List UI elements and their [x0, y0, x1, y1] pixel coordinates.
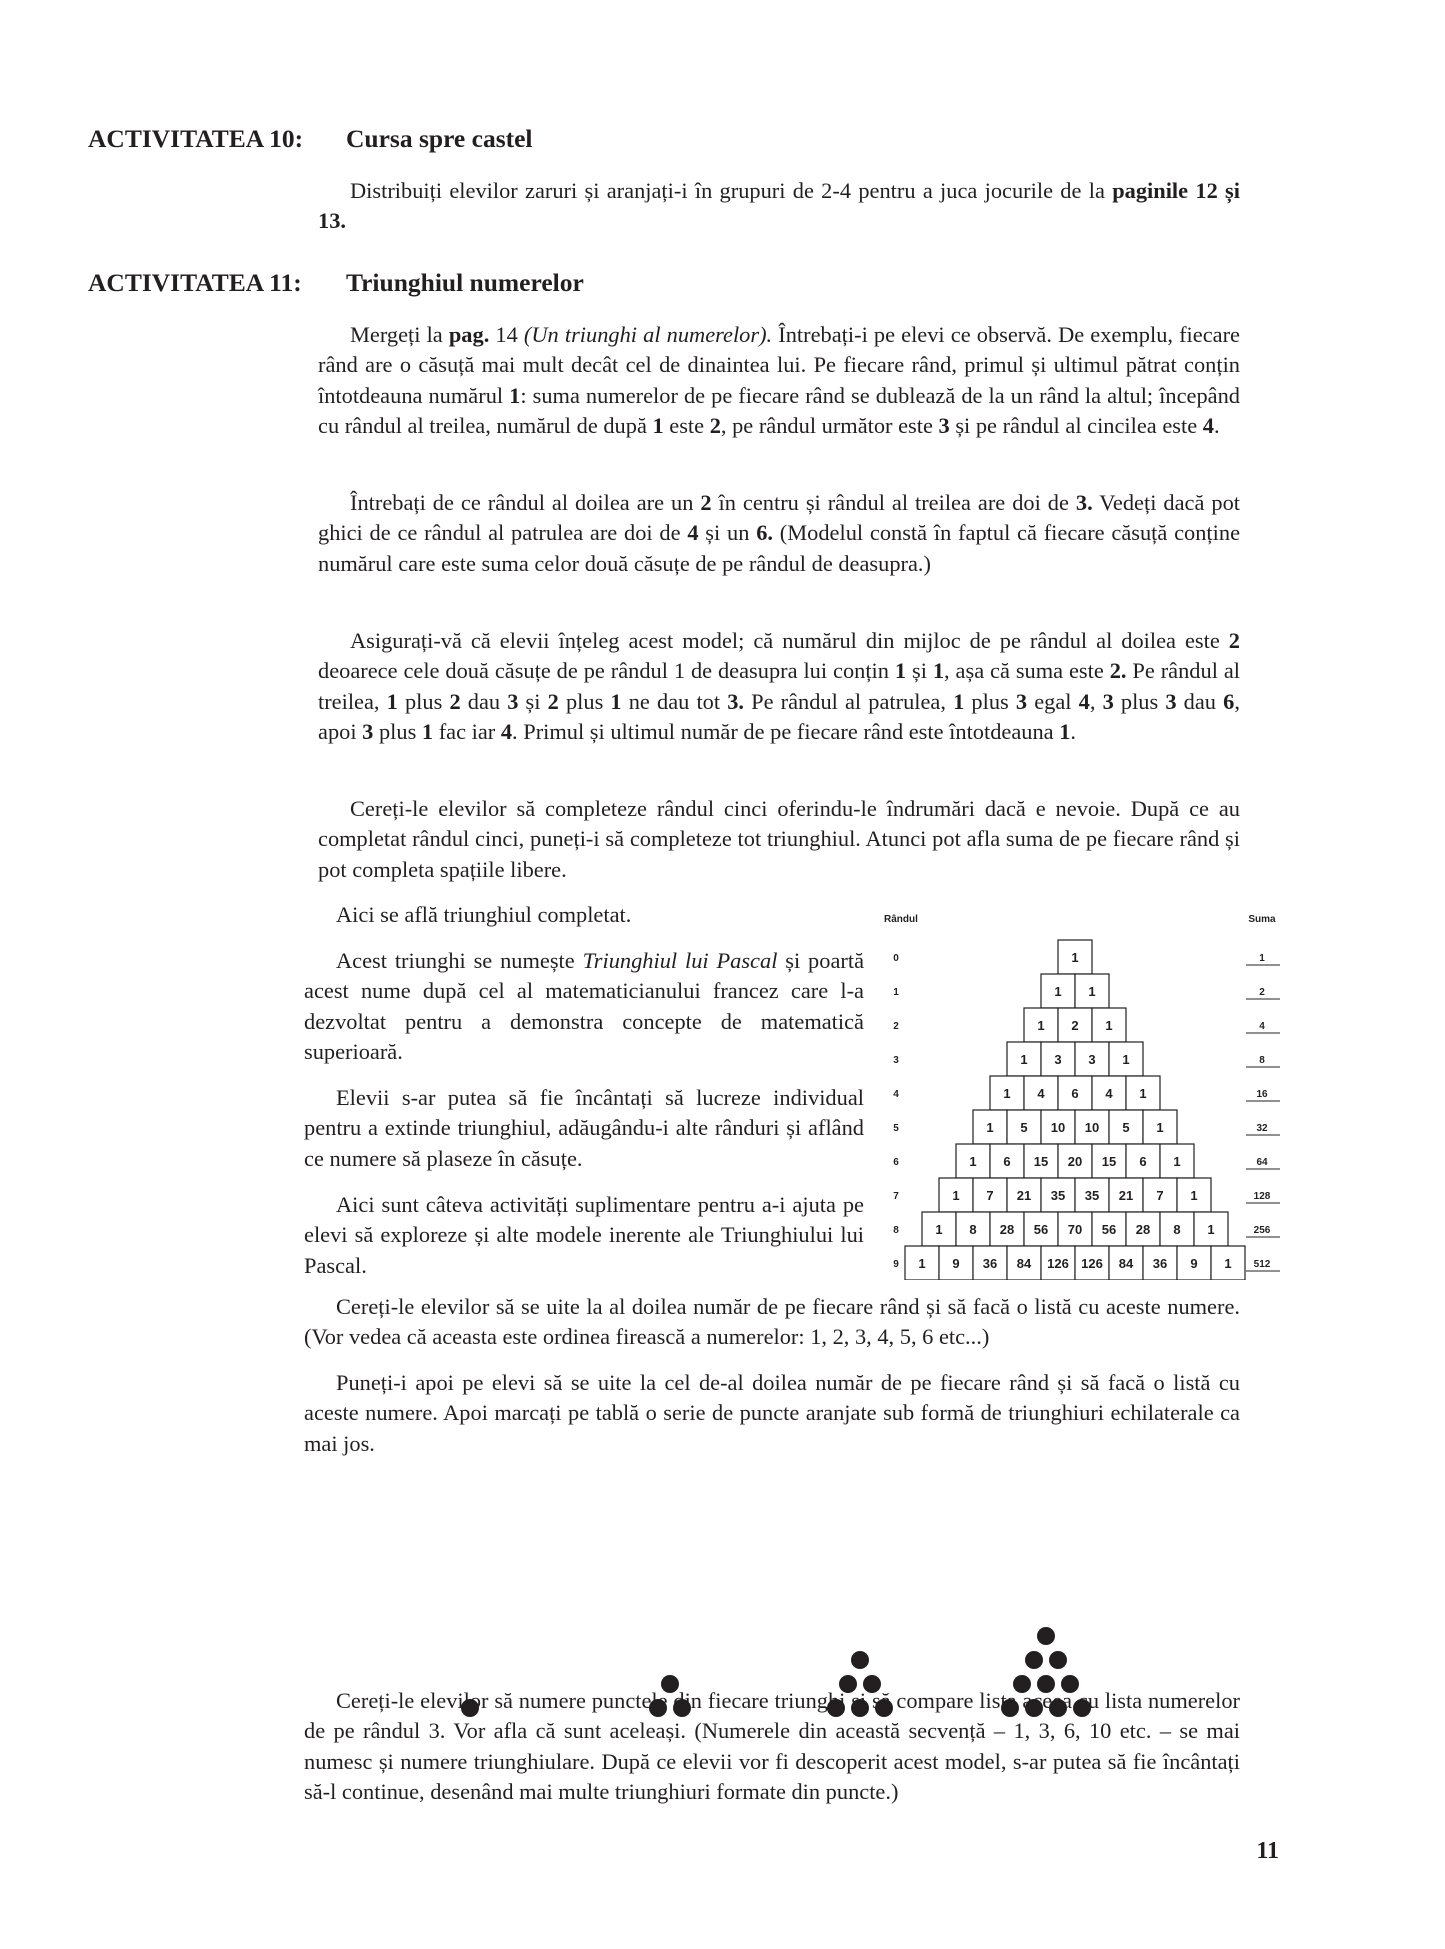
- row-sum: 128: [1253, 1191, 1271, 1202]
- row-label: 9: [893, 1259, 899, 1270]
- paragraph-second-number: Cereți-le elevilor să se uite la al doilea număr de pe fiecare rând și să facă o listă cu aceste numere. (Vor vedea că aceasta este ordinea firească a numerelor: 1, 2, 3, 4, 5, 6 etc...): [304, 1294, 1240, 1350]
- row-label: 6: [893, 1157, 899, 1168]
- pascal-cell-value: 84: [1016, 1256, 1032, 1271]
- pascal-cell-value: 56: [1101, 1222, 1117, 1237]
- paragraph-model: Asigurați-vă că elevii înțeleg acest model; că numărul din mijloc de pe rândul al doilea este 2 deoarece cele două căsuțe de pe rândul 1 de deasupra lui conțin 1 și 1, așa că suma este 2. Pe rândul al treilea, 1 plus 2 dau 3 și 2 plus 1 ne dau tot 3. Pe rândul al patrulea, 1 plus 3 egal 4, 3 plus 3 dau 6, apoi 3 plus 1 fac iar 4. Primul și ultimul număr de pe fiecare rând este întotdeauna 1.: [318, 628, 1240, 745]
- row-sum: 512: [1253, 1259, 1271, 1270]
- pascal-cell-value: 8: [1173, 1222, 1181, 1237]
- row-label: 7: [893, 1191, 899, 1202]
- pascal-cell-value: 1: [969, 1154, 977, 1169]
- pascal-cell-value: 56: [1033, 1222, 1049, 1237]
- pascal-cell-value: 9: [1190, 1256, 1198, 1271]
- pascal-cell-value: 1: [1003, 1086, 1011, 1101]
- pascal-cell-value: 3: [1088, 1052, 1096, 1067]
- paragraph-pascal-name: Acest triunghi se numește Triunghiul lui Pascal și poartă acest nume după cel al matematicianului francez care l-a dezvoltat pentru a demonstra concepte de matematică superioară.: [304, 948, 865, 1065]
- row-sum: 4: [1259, 1021, 1265, 1032]
- pascal-cell-value: 70: [1067, 1222, 1083, 1237]
- pascal-cell-value: 1: [1122, 1052, 1130, 1067]
- paragraph-question: Întrebați de ce rândul al doilea are un 2 în centru și rândul al treilea are doi de 3. Vedeți dacă pot ghici de ce rândul al patrulea are doi de 4 și un 6. (Modelul constă în faptul că fiecare căsuță conține numărul care este suma celor două căsuțe de pe rândul de deasupra.): [318, 490, 1241, 576]
- rows-header: Rândul: [884, 914, 918, 925]
- row-label: 5: [893, 1123, 899, 1134]
- pascal-cell-value: 84: [1118, 1256, 1134, 1271]
- pascal-cell-value: 2: [1071, 1018, 1079, 1033]
- pascal-cell-value: 1: [1105, 1018, 1113, 1033]
- dot: [1049, 1651, 1067, 1669]
- pascal-cell-value: 1: [1054, 984, 1062, 999]
- pascal-cell-value: 5: [1020, 1120, 1028, 1135]
- pascal-cell-value: 8: [969, 1222, 977, 1237]
- pascal-cell-value: 6: [1003, 1154, 1011, 1169]
- row-label: 8: [893, 1225, 899, 1236]
- pascal-cell-value: 5: [1122, 1120, 1130, 1135]
- row-sum: 2: [1259, 987, 1265, 998]
- pascal-triangle-figure: [872, 904, 1292, 1280]
- pascal-cell-value: 10: [1050, 1120, 1066, 1135]
- row-sum: 256: [1253, 1225, 1271, 1236]
- pascal-cell-value: 1: [1190, 1188, 1198, 1203]
- paragraph-extend: Elevii s-ar putea să fie încântați să lucreze individual pentru a extinde triunghiul, adăugându-i alte rânduri și aflând ce numere să plaseze în căsuțe.: [304, 1085, 864, 1171]
- dot: [1025, 1651, 1043, 1669]
- pascal-cell-value: 1: [1071, 950, 1079, 965]
- pascal-cell-value: 20: [1067, 1154, 1083, 1169]
- pascal-cell-value: 36: [982, 1256, 998, 1271]
- pascal-cell-value: 21: [1118, 1188, 1134, 1203]
- pascal-cell-value: 1: [986, 1120, 994, 1135]
- pascal-cell-value: 1: [1207, 1222, 1215, 1237]
- pascal-cell-value: 126: [1047, 1256, 1069, 1271]
- row-label: 3: [893, 1055, 899, 1066]
- pascal-cell-value: 4: [1105, 1086, 1113, 1101]
- pascal-cell-value: 1: [935, 1222, 943, 1237]
- activity-11-label: ACTIVITATEA 11:: [88, 268, 302, 297]
- activity-10-heading: [88, 124, 533, 154]
- row-label: 0: [893, 953, 899, 964]
- pascal-cell-value: 9: [952, 1256, 960, 1271]
- paragraph-completed-triangle: Aici se află triunghiul completat.: [336, 902, 632, 927]
- pascal-cell-value: 1: [1139, 1086, 1147, 1101]
- row-label: 4: [893, 1089, 899, 1100]
- dot: [1037, 1627, 1055, 1645]
- pascal-cell-value: 1: [1224, 1256, 1232, 1271]
- row-sum: 32: [1256, 1123, 1268, 1134]
- pascal-cell-value: 3: [1054, 1052, 1062, 1067]
- paragraph-dot-triangles: Puneți-i apoi pe elevi să se uite la cel de-al doilea număr de pe fiecare rând și să facă o listă cu aceste numere. Apoi marcați pe tablă o serie de puncte aranjate sub formă de triunghiuri echilaterale ca mai jos.: [304, 1370, 1240, 1456]
- page-number: 11: [1256, 1838, 1279, 1864]
- pascal-cell-value: 28: [999, 1222, 1015, 1237]
- row-sum: 8: [1259, 1055, 1265, 1066]
- pascal-cell-value: 7: [986, 1188, 994, 1203]
- paragraph-complete-row: Cereți-le elevilor să completeze rândul cinci oferindu-le îndrumări dacă e nevoie. După ce au completat rândul cinci, puneți-i să completeze tot triunghiul. Atunci pot afla suma de pe fiecare rând și pot completa spațiile libere.: [318, 796, 1240, 882]
- dot: [851, 1651, 869, 1669]
- pascal-cell-value: 1: [1020, 1052, 1028, 1067]
- paragraph-triangular-numbers: Cereți-le elevilor să numere punctele din fiecare triunghi și să compare lista aceea cu lista numerelor de pe rândul 3. Vor afla că sunt aceleași. (Numerele din această secvență – 1, 3, 6, 10 etc. – se mai numesc și numere triunghiulare. După ce elevii vor fi descoperit acest model, s-ar putea să fie încântați să-l continue, desenând mai multe triunghiuri formate din puncte.): [304, 1688, 1240, 1805]
- row-sum: 16: [1256, 1089, 1268, 1100]
- row-sum: 64: [1256, 1157, 1268, 1168]
- pascal-cell-value: 15: [1033, 1154, 1049, 1169]
- pascal-cell-value: 1: [952, 1188, 960, 1203]
- pascal-cell-value: 10: [1084, 1120, 1100, 1135]
- sums-header: Suma: [1248, 914, 1276, 925]
- pascal-cell-value: 4: [1037, 1086, 1045, 1101]
- row-sum: 1: [1259, 953, 1265, 964]
- activity-11-title: Triunghiul numerelor: [346, 268, 584, 297]
- paragraph-extra-activities: Aici sunt câteva activități suplimentare pentru a-i ajuta pe elevi să exploreze și alte modele inerente ale Triunghiului lui Pascal.: [304, 1192, 864, 1278]
- activity-10-title: Cursa spre castel: [346, 124, 533, 153]
- pascal-cell-value: 1: [918, 1256, 926, 1271]
- pascal-cell-value: 1: [1088, 984, 1096, 999]
- pascal-cell-value: 35: [1084, 1188, 1100, 1203]
- pascal-cell-value: 126: [1081, 1256, 1103, 1271]
- pascal-cell-value: 36: [1152, 1256, 1168, 1271]
- pascal-cell-value: 1: [1156, 1120, 1164, 1135]
- pascal-cell-value: 21: [1016, 1188, 1032, 1203]
- pascal-cell-value: 1: [1037, 1018, 1045, 1033]
- activity-10-label: ACTIVITATEA 10:: [88, 124, 304, 153]
- pascal-cell-value: 7: [1156, 1188, 1164, 1203]
- pascal-cell-value: 35: [1050, 1188, 1066, 1203]
- pascal-cell-value: 15: [1101, 1154, 1117, 1169]
- row-label: 1: [893, 987, 899, 998]
- pascal-cell-value: 6: [1139, 1154, 1147, 1169]
- pascal-cell-value: 28: [1135, 1222, 1151, 1237]
- row-label: 2: [893, 1021, 899, 1032]
- activity-11-heading: [88, 268, 584, 298]
- paragraph-intro: Mergeți la pag. 14 (Un triunghi al numerelor). Întrebați-i pe elevi ce observă. De exemplu, fiecare rând are o căsuță mai mult decât cel de dinaintea lui. Pe fiecare rând, primul și ultimul pătrat conțin întotdeauna numărul 1: suma numerelor de pe fiecare rând se dublează de la un rând la altul; începând cu rândul al treilea, numărul de după 1 este 2, pe rândul următor este 3 și pe rândul al cincilea este 4.: [318, 322, 1240, 439]
- pascal-cell-value: 1: [1173, 1154, 1181, 1169]
- activity-10-text: Distribuiți elevilor zaruri și aranjați-i în grupuri de 2-4 pentru a juca jocurile de la paginile 12 și 13.: [318, 178, 1240, 234]
- pascal-cell-value: 6: [1071, 1086, 1079, 1101]
